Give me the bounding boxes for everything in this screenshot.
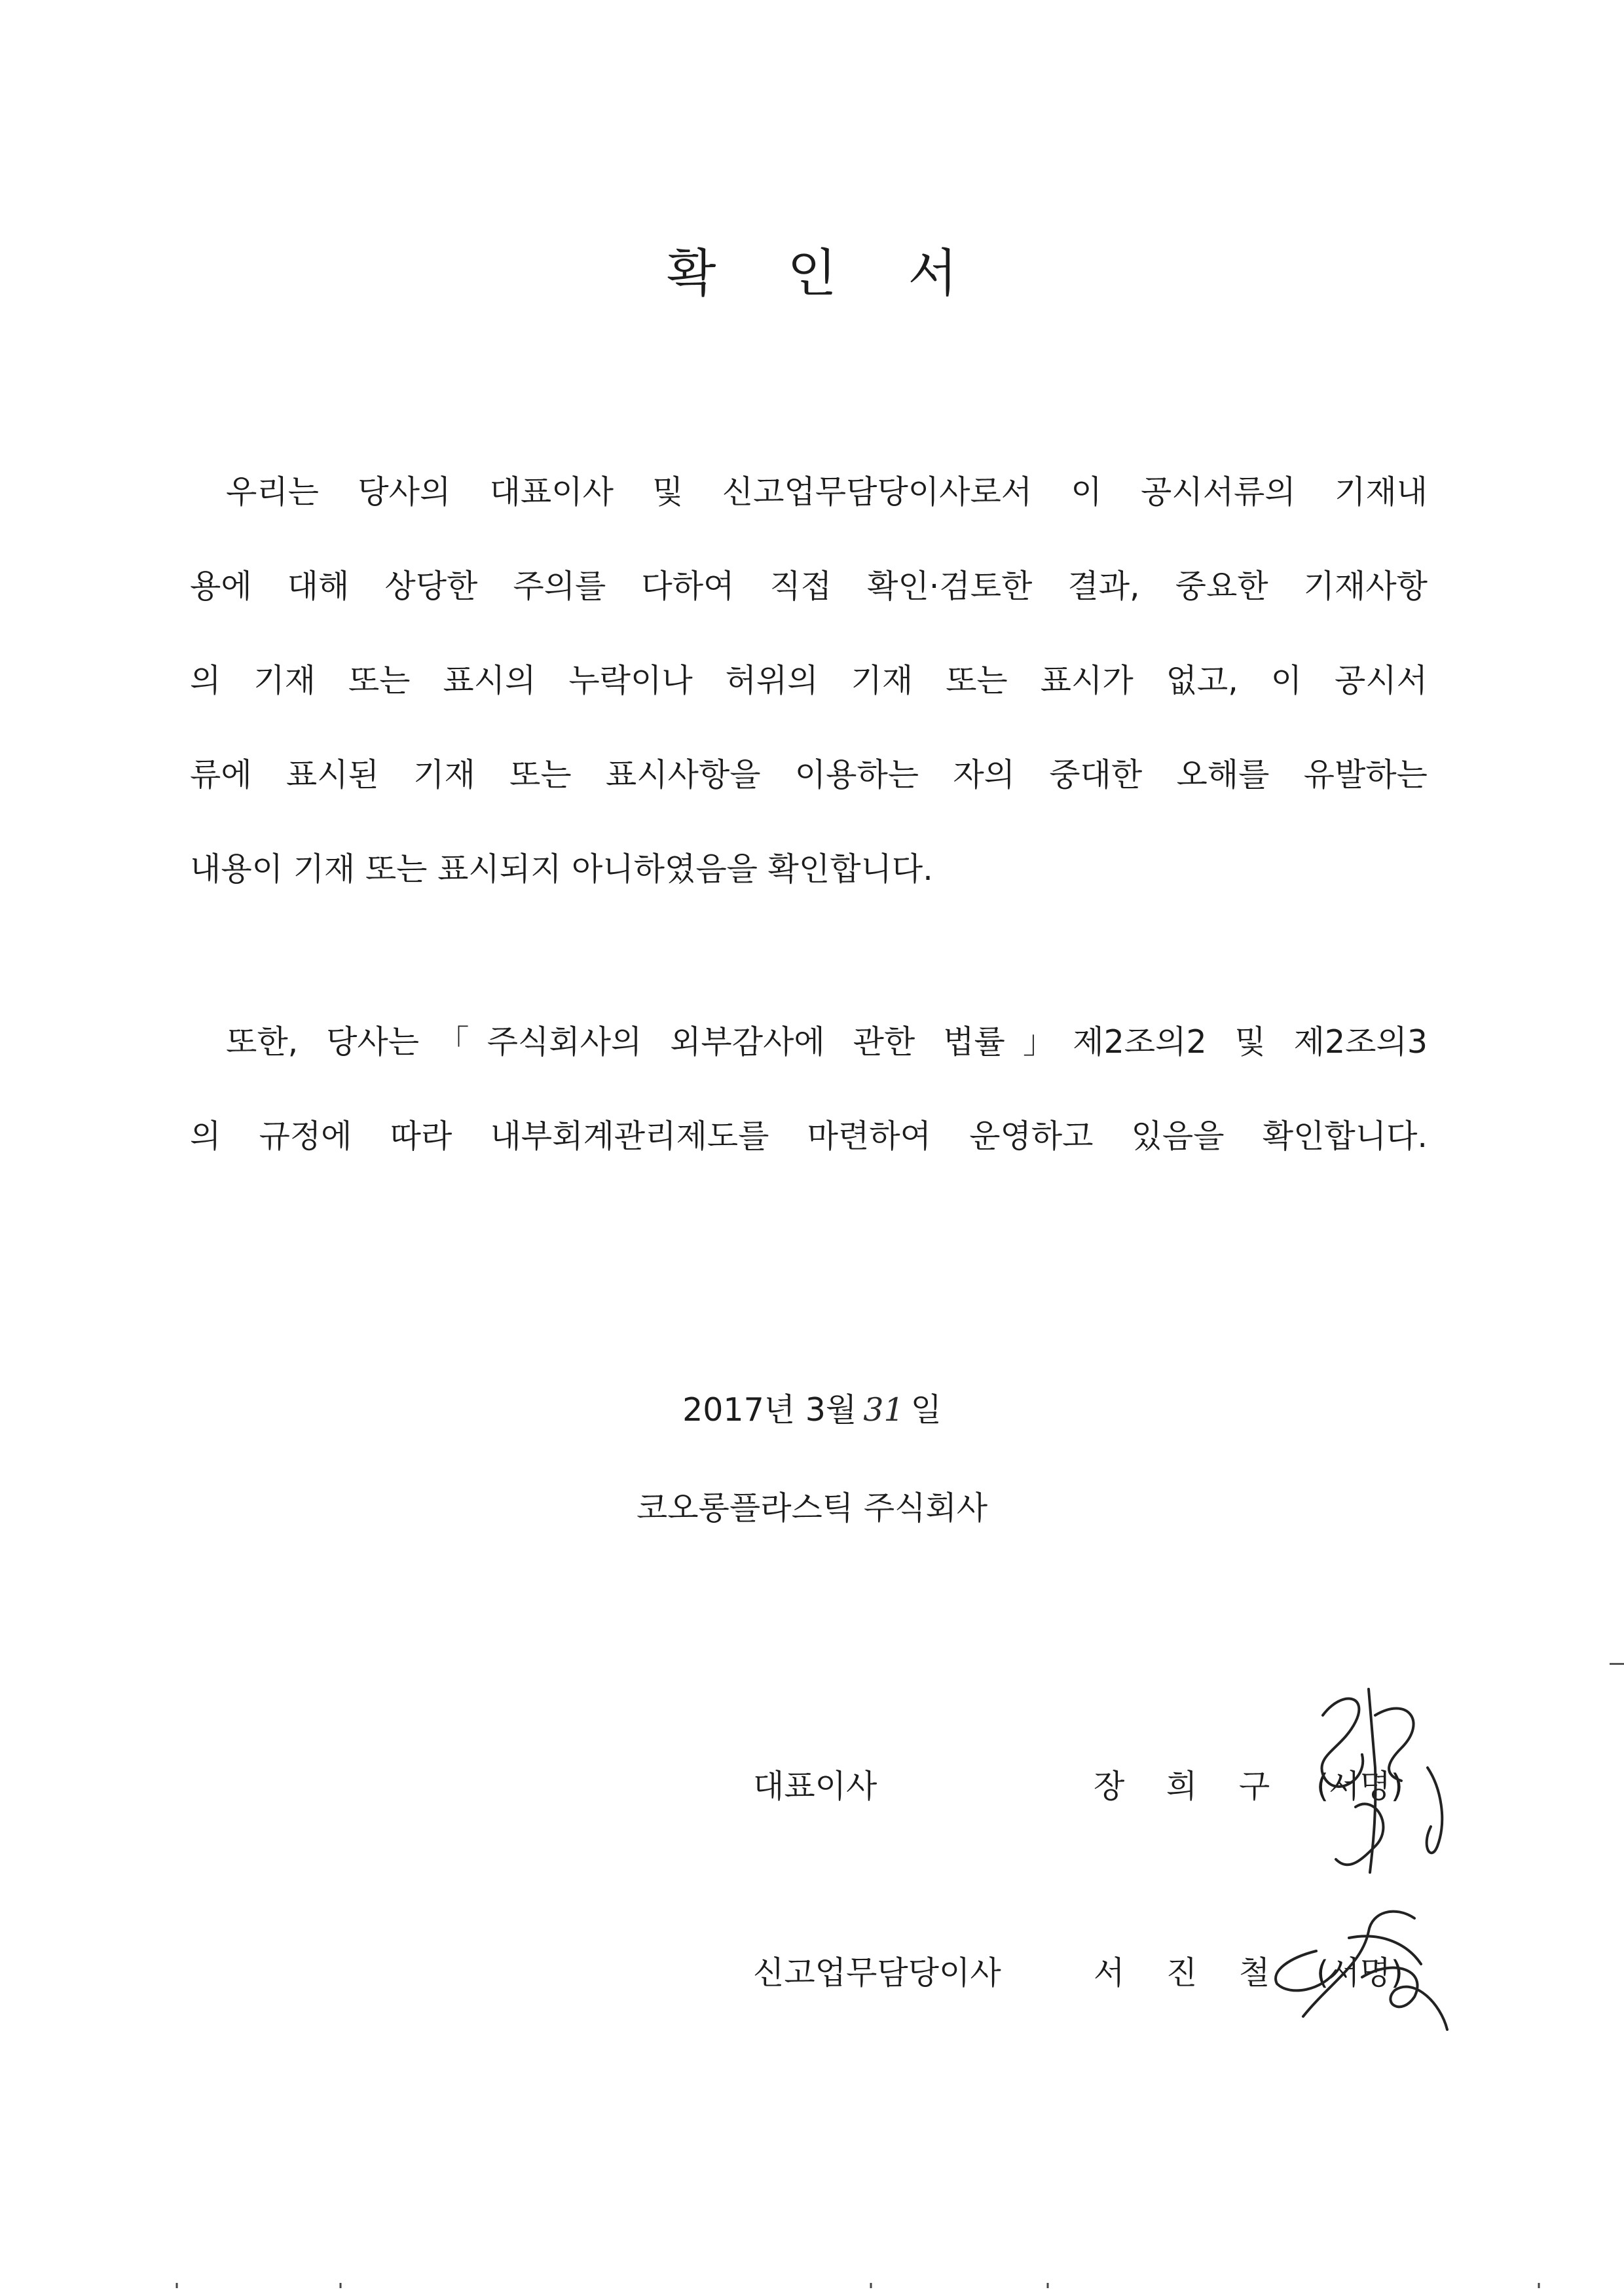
signatory-name: 서 진 철: [1094, 1954, 1286, 1992]
date-day-handwritten: 31: [863, 1391, 904, 1429]
signature-label: (서명): [1316, 1768, 1403, 1805]
paragraph-line: 류에 표시된 기재 또는 표시사항을 이용하는 자의 중대한 오해를 유발하는: [190, 756, 1428, 793]
date-prefix: 2017년 3월: [682, 1391, 857, 1429]
company-name: 코오롱플라스틱 주식회사: [636, 1489, 988, 1527]
paragraph-line: 또한, 당사는「주식회사의 외부감사에 관한 법률」제2조의2 및 제2조의3: [226, 1023, 1428, 1061]
paragraph-line: 의 규정에 따라 내부회계관리제도를 마련하여 운영하고 있음을 확인합니다.: [190, 1118, 1428, 1155]
paragraph-line: 내용이 기재 또는 표시되지 아니하였음을 확인합니다.: [190, 850, 933, 888]
date-suffix: 일: [910, 1391, 942, 1429]
scan-border-ticks: [0, 2282, 1624, 2289]
document-title: 확 인 서: [667, 244, 985, 303]
signatory-name: 장 희 구: [1094, 1768, 1286, 1805]
paragraph-line: 용에 대해 상당한 주의를 다하여 직접 확인·검토한 결과, 중요한 기재사항: [190, 568, 1428, 605]
document-date: [0, 1385, 1624, 1430]
confirmation-paragraph: [190, 445, 1428, 917]
scan-edge-mark: [1610, 1663, 1624, 1665]
signature-label: (서명): [1316, 1954, 1403, 1992]
paragraph-line: 의 기재 또는 표시의 누락이나 허위의 기재 또는 표시가 없고, 이 공시서: [190, 662, 1428, 699]
internal-control-paragraph: [190, 995, 1428, 1184]
paragraph-line: 우리는 당사의 대표이사 및 신고업무담당이사로서 이 공시서류의 기재내: [226, 473, 1428, 511]
signatory-role: 신고업무담당이사: [753, 1954, 1001, 1992]
signatory-role: 대표이사: [753, 1768, 877, 1805]
